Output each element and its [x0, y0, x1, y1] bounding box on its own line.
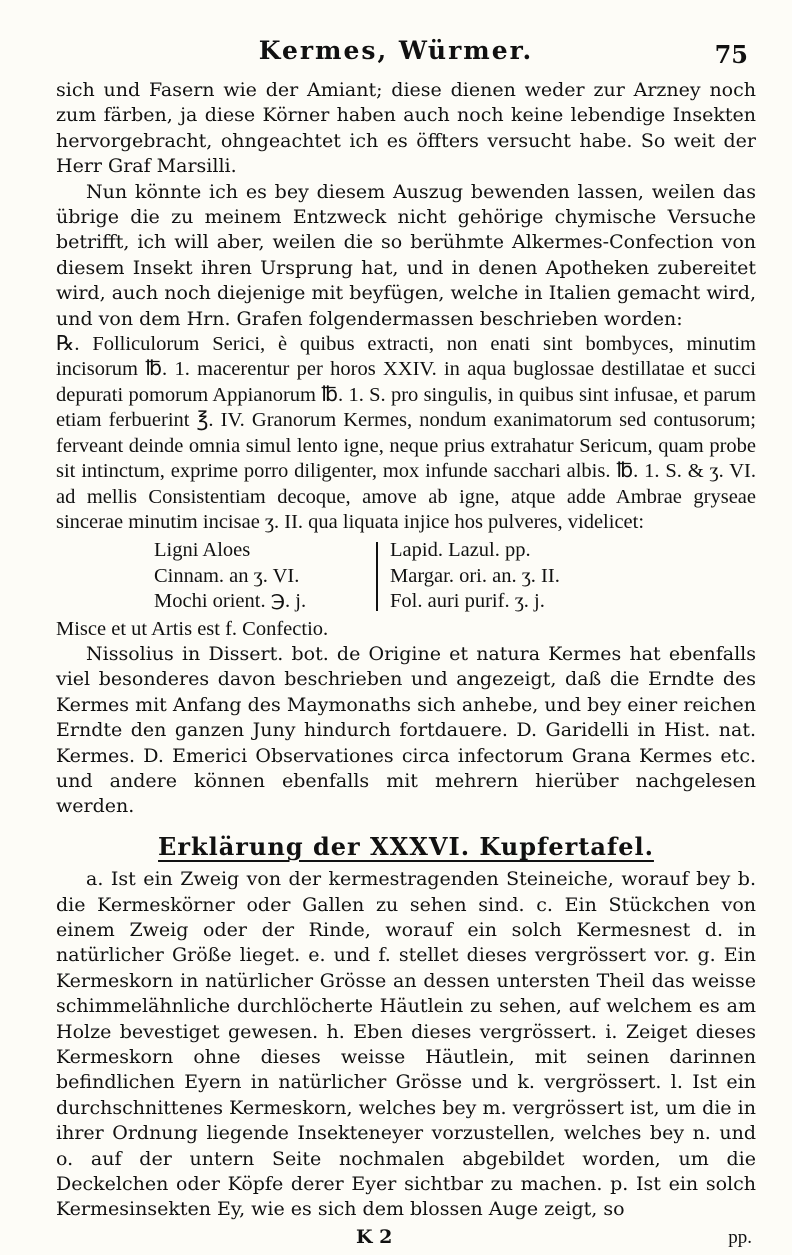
signature-line	[56, 1225, 756, 1255]
ingredient-column-right	[390, 538, 650, 614]
paragraph-continuation: sich und Fasern wie der Amiant; diese dienen weder zur Arzney noch zum färben, ja diese Körner haben auch noch keine lebendige Insekten hervorgebracht, ohngeachtet ich es öffters versucht habe. So weit der Herr Graf Marsilli.	[56, 79, 756, 178]
recipe-closing: Misce et ut Artis est f. Confectio.	[56, 617, 329, 640]
running-title: Kermes, Würmer.	[258, 36, 534, 65]
paragraph-alkermes-intro: Nun könnte ich es bey diesem Auszug bewenden lassen, weilen das übrige die zu meinem Entzweck nicht gehörige chymische Versuche betrifft, ich will aber, weilen die so berühmte Alkermes-Confection von diesem Insekt ihren Ursprung hat, und in denen Apotheken zubereitet wird, auch noch diejenige mit beyfügen, welche in Italien gemacht wird, und von dem Hrn. Grafen folgendermassen beschrieben worden:	[56, 180, 756, 330]
ingredient-divider	[376, 542, 390, 610]
ingredient-item: Ligni Aloes	[154, 539, 251, 562]
page-number: 75	[714, 40, 748, 69]
ingredient-item: Lapid. Lazul. pp.	[390, 539, 531, 562]
running-head	[0, 36, 792, 72]
signature-mark: K 2	[356, 1225, 393, 1248]
catchword: pp.	[728, 1226, 752, 1248]
ingredient-item: Fol. auri purif. ʒ. j.	[390, 590, 545, 613]
ingredient-item: Cinnam. an ʒ. VI.	[154, 564, 300, 587]
ingredient-item: Margar. ori. an. ʒ. II.	[390, 564, 560, 587]
paragraph-nissolius: Nissolius in Dissert. bot. de Origine et natura Kermes hat ebenfalls viel besonderes davon beschrieben und angezeigt, daß die Erndte des Kermes mit Anfang des Maymonaths sich anhebe, und bey einer reichen Erndte den ganzen Juny hindurch fortdauere. D. Garidelli in Hist. nat. Kermes. D. Emerici Observationes circa infectorum Grana Kermes etc. und andere können ebenfalls mit mehrern hierüber nachgelesen werden.	[56, 642, 756, 818]
plate-heading: Erklärung der XXXVI. Kupfertafel.	[158, 831, 654, 861]
body-text	[56, 78, 756, 1255]
recipe-paragraph: ℞. Folliculorum Serici, è quibus extracti, non enati sint bombyces, minutim incisorum ℔. 1. macerentur per horos XXIV. in aqua buglossae destillatae et succi depurati pomorum Appianorum ℔. 1. S. pro singulis, in quibus sint infusae, et parum etiam ferbuerint ℥. IV. Granorum Kermes, nondum exanimatorum sed contusorum; ferveant deinde omnia simul lento igne, neque prius extrahatur Sericum, quam probe sit intinctum, exprime porro diligenter, mox infunde sacchari albis. ℔. 1. S. & ʒ. VI. ad mellis Consistentiam decoque, amove ab igne, atque adde Ambrae gryseae sincerae minutim incisae ʒ. II. qua liquata injice hos pulveres, videlicet:	[56, 333, 756, 533]
ingredient-item: Mochi orient. ℈. j.	[154, 590, 307, 613]
paragraph-plate-explanation: a. Ist ein Zweig von der kermestragenden Steineiche, worauf bey b. die Kermeskörner oder Gallen zu sehen sind. c. Ein Stückchen von einem Zweig oder der Rinde, worauf ein solch Kermesnest d. in natürlicher Größe lieget. e. und f. stellet dieses vergrössert vor. g. Ein Kermeskorn in natürlicher Grösse an dessen untersten Theil das weisse schimmelähnliche durchlöcherte Häutlein zu sehen, auf welchem es am Holze bevestiget gewesen. h. Eben dieses vergrössert. i. Zeiget dieses Kermeskorn ohne dieses weisse Häutlein, mit seinen darinnen befindlichen Eyern in natürlicher Grösse und k. vergrössert. l. Ist ein durchschnittenes Kermeskorn, welches bey m. vergrössert ist, um die in ihrer Ordnung liegende Insekteneyer vorzustellen, welches bey n. und o. auf der untern Seite nochmalen abgebildet worden, um die Deckelchen oder Köpfe derer Eyer sichtbar zu machen. p. Ist ein solch Kermesinsekten Ey, wie es sich dem blossen Auge zeigt, so	[56, 868, 756, 1221]
ingredient-column-left	[154, 538, 372, 614]
ingredient-list	[154, 538, 756, 614]
